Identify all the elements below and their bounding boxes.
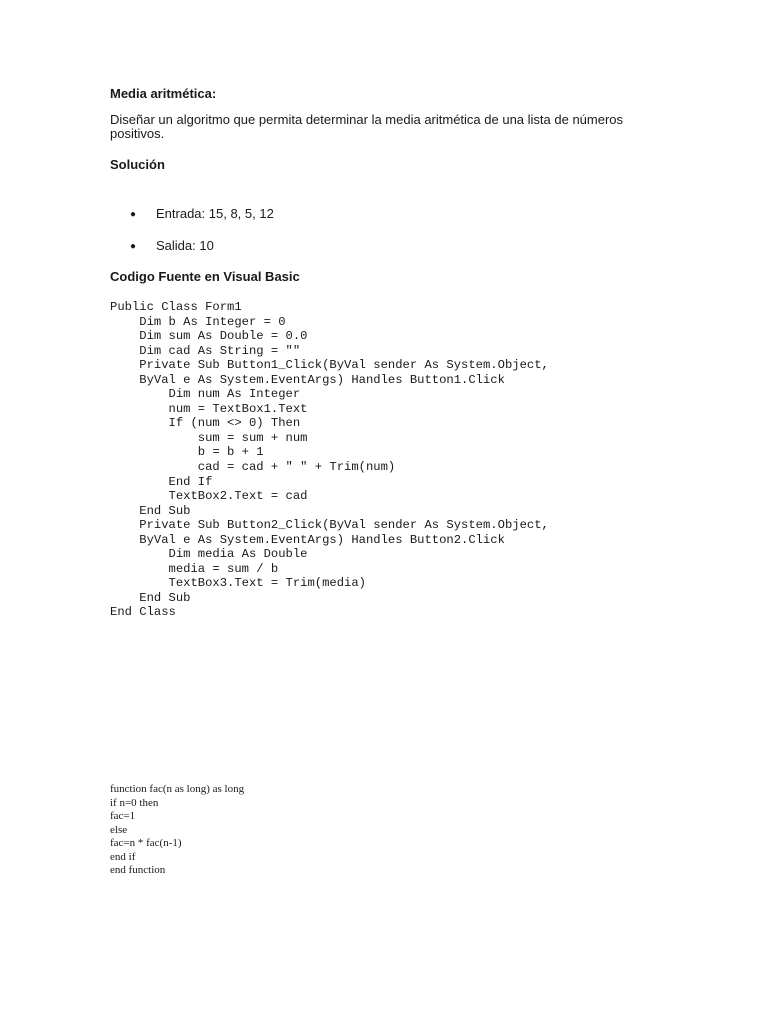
list-item-salida [130, 238, 214, 253]
code-line: Public Class Form1 [110, 300, 242, 314]
bullet-text: Salida: 10 [156, 238, 214, 253]
code-line: ByVal e As System.EventArgs) Handles Button2.Click [110, 532, 505, 547]
code-line: Private Sub Button1_Click(ByVal sender As System.Object, [110, 358, 549, 373]
bullet-text: Entrada: 15, 8, 5, 12 [156, 206, 274, 221]
code-line: Dim media As Double [110, 547, 308, 562]
bullet-icon: ● [130, 209, 137, 220]
code-line: ByVal e As System.EventArgs) Handles Button1.Click [110, 372, 505, 387]
code-block [110, 300, 549, 620]
code-line: Dim cad As String = "" [110, 343, 301, 358]
code-line: b = b + 1 [110, 445, 264, 460]
snippet-line: else [110, 823, 128, 836]
snippet-line: fac=1 [110, 810, 136, 822]
page-title: Media aritmética: [110, 86, 217, 101]
code-line: media = sum / b [110, 561, 279, 576]
code-line: Private Sub Button2_Click(ByVal sender As System.Object, [110, 518, 549, 533]
code-heading: Codigo Fuente en Visual Basic [110, 269, 300, 284]
code-line: num = TextBox1.Text [110, 401, 308, 416]
snippet-line: end function [110, 864, 166, 876]
solution-heading: Solución [110, 157, 165, 172]
code-line: End If [110, 474, 213, 489]
problem-description: Diseñar un algoritmo que permita determinar la media aritmética de una lista de números positivos. [110, 112, 624, 141]
snippet-line: fac=n * fac(n-1) [110, 837, 182, 849]
code-line: Dim num As Integer [110, 387, 301, 402]
code-line: Dim b As Integer = 0 [110, 314, 286, 329]
code-line: End Sub [110, 590, 191, 605]
list-item-entrada [130, 206, 274, 221]
code-line: sum = sum + num [110, 430, 308, 445]
code-line: End Sub [110, 503, 191, 518]
code-line: cad = cad + " " + Trim(num) [110, 460, 396, 475]
code-line: If (num <> 0) Then [110, 416, 301, 431]
snippet-line: end if [110, 850, 136, 863]
snippet-line: function fac(n as long) as long [110, 783, 245, 795]
code-line: TextBox2.Text = cad [110, 489, 308, 504]
code-line: End Class [110, 605, 176, 620]
snippet-line: if n=0 then [110, 796, 159, 809]
code-line: Dim sum As Double = 0.0 [110, 329, 308, 344]
code-line: TextBox3.Text = Trim(media) [110, 576, 366, 591]
factorial-snippet [110, 783, 244, 878]
bullet-icon: ● [130, 241, 137, 252]
